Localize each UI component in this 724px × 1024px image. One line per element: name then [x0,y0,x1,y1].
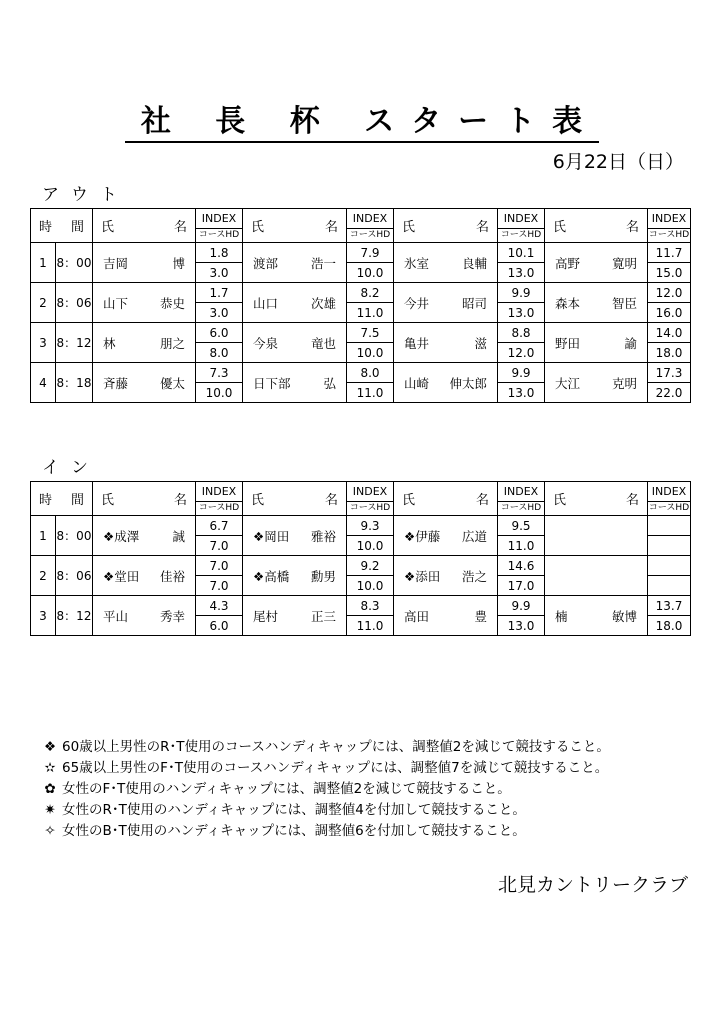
index-value: 9.2 [347,556,394,576]
course-hd-header [648,229,691,243]
index-value: 1.8 [196,243,243,263]
given-name: 浩一 [310,255,336,271]
index-header-label: INDEX [503,211,539,225]
note-item [38,821,610,842]
name-header [243,209,347,243]
name-header-char: 名 [173,220,187,235]
family-name: 山下 [103,295,129,311]
name-header-char: 名 [475,493,489,508]
out-start-table [30,208,691,403]
note-item [38,737,610,758]
course-hd-header-label: コースHD [648,503,690,513]
index-value: 6.7 [196,516,243,536]
family-name: 大江 [555,375,581,391]
event-date: 6月22日（日） [552,151,684,173]
course-hd-value: 7.0 [196,576,243,596]
note-text: 65歳以上男性のF･T使用のコースハンディキャップには、調整値7を減じて競技すること。 [62,760,609,776]
given-name: 昭司 [461,295,487,311]
index-value: 14.0 [648,323,691,343]
course-hd-header [347,502,394,516]
course-hd-header [196,502,243,516]
in-start-table [30,481,691,636]
family-name: 岡田 [264,528,290,544]
given-name: 広道 [461,528,487,544]
given-name: 良輔 [461,255,487,271]
player-name [93,323,196,363]
course-hd-value: 11.0 [347,303,394,323]
index-value: 9.5 [498,516,545,536]
tee-time: 8：06 [56,556,93,596]
family-name: 斉藤 [103,375,129,391]
course-hd-value: 13.0 [498,263,545,283]
table-row [31,596,691,616]
course-hd-value: 18.0 [648,616,691,636]
tee-time: 8：18 [56,363,93,403]
course-hd-header [498,229,545,243]
note-symbol-icon: ✿ [44,781,56,797]
note-item [38,800,610,821]
course-hd-header-label: コースHD [349,503,391,513]
time-header-char: 時 [39,493,53,508]
age-mark: ❖ [253,528,265,544]
age-mark: ❖ [404,528,416,544]
player-name [243,556,347,596]
family-name: 氷室 [404,255,430,271]
player-name [243,243,347,283]
family-name: 今井 [404,295,430,311]
player-name [545,516,648,556]
name-header-char: 名 [324,493,338,508]
player-name [93,243,196,283]
given-name: 弘 [323,375,336,391]
course-hd-value: 18.0 [648,343,691,363]
index-value [648,556,691,576]
family-name: 吉岡 [103,255,129,271]
family-name: 伊藤 [415,528,441,544]
course-hd-value: 10.0 [347,576,394,596]
note-symbol-icon: ✷ [44,802,56,818]
player-name [394,283,498,323]
name-header-char: 氏 [402,220,416,235]
given-name: 次雄 [310,295,336,311]
family-name: 森本 [555,295,581,311]
name-header [243,482,347,516]
course-hd-value: 7.0 [196,536,243,556]
name-header-char: 名 [625,493,639,508]
index-value: 1.7 [196,283,243,303]
group-number: 2 [31,556,56,596]
group-number: 2 [31,283,56,323]
course-hd-header [648,502,691,516]
index-header-label: INDEX [201,484,237,498]
course-hd-header-label: コースHD [648,230,690,240]
tee-time: 8：00 [56,243,93,283]
index-header [498,209,545,229]
given-name: 伸太郎 [449,375,487,391]
index-value: 7.9 [347,243,394,263]
name-header-char: 氏 [101,220,115,235]
family-name: 楠 [555,608,568,624]
section-out-label: アウト [42,185,129,205]
name-header-char: 名 [625,220,639,235]
index-value: 9.9 [498,283,545,303]
player-name [394,363,498,403]
age-mark: ❖ [103,528,115,544]
index-header [648,209,691,229]
given-name: 諭 [624,335,637,351]
player-name [545,243,648,283]
index-value: 8.2 [347,283,394,303]
name-header-char: 氏 [251,220,265,235]
name-header-char: 名 [324,220,338,235]
given-name: 誠 [172,528,185,544]
course-hd-header-label: コースHD [500,503,542,513]
index-value: 17.3 [648,363,691,383]
group-number: 3 [31,596,56,636]
index-header [347,482,394,502]
family-name: 添田 [415,568,441,584]
given-name: 博 [172,255,185,271]
course-hd-value: 13.0 [498,303,545,323]
tee-time: 8：06 [56,283,93,323]
family-name: 日下部 [253,375,291,391]
course-hd-value: 11.0 [347,383,394,403]
index-value: 7.0 [196,556,243,576]
tee-time: 8：00 [56,516,93,556]
name-header-char: 名 [475,220,489,235]
time-header [31,482,93,516]
player-name [93,596,196,636]
name-header-char: 氏 [553,220,567,235]
time-header-char: 時 [39,220,53,235]
table-row [31,243,691,263]
course-hd-header-label: コースHD [349,230,391,240]
family-name: 高田 [404,608,430,624]
family-name: 今泉 [253,335,279,351]
course-hd-value: 8.0 [196,343,243,363]
course-hd-header-label: コースHD [198,230,240,240]
section-in-label: イン [42,458,100,478]
index-header-label: INDEX [503,484,539,498]
family-name: 尾村 [253,608,279,624]
given-name: 浩之 [461,568,487,584]
name-header-char: 氏 [101,493,115,508]
player-name [243,323,347,363]
player-name [545,283,648,323]
given-name: 豊 [474,608,487,624]
given-name: 寛明 [611,255,637,271]
index-header [347,209,394,229]
tee-time: 8：12 [56,596,93,636]
index-header-label: INDEX [651,211,687,225]
index-header-label: INDEX [201,211,237,225]
player-name [93,516,196,556]
player-name [394,323,498,363]
index-header-label: INDEX [352,211,388,225]
index-value [648,516,691,536]
given-name: 優太 [159,375,185,391]
note-text: 60歳以上男性のR･T使用のコースハンディキャップには、調整値2を減じて競技すること。 [62,739,610,755]
player-name [243,516,347,556]
player-name [545,556,648,596]
course-hd-header [498,502,545,516]
index-value: 9.3 [347,516,394,536]
tee-time: 8：12 [56,323,93,363]
note-text: 女性のR･T使用のハンディキャップには、調整値4を付加して競技すること。 [62,802,526,818]
course-hd-value: 13.0 [498,383,545,403]
course-hd-value: 6.0 [196,616,243,636]
course-hd-value: 15.0 [648,263,691,283]
index-header [196,482,243,502]
age-mark: ❖ [253,568,265,584]
age-mark: ❖ [404,568,416,584]
time-header [31,209,93,243]
table-row [31,516,691,536]
player-name [243,596,347,636]
player-name [545,323,648,363]
course-hd-value: 17.0 [498,576,545,596]
course-hd-header [196,229,243,243]
index-header [498,482,545,502]
page-title: 社 長 杯 スタート表 [0,96,724,140]
course-hd-value: 13.0 [498,616,545,636]
course-hd-header-label: コースHD [198,503,240,513]
group-number: 1 [31,516,56,556]
given-name: 正三 [310,608,336,624]
family-name: 高野 [555,255,581,271]
family-name: 渡部 [253,255,279,271]
course-hd-value: 12.0 [498,343,545,363]
course-hd-value: 10.0 [347,536,394,556]
family-name: 林 [103,335,116,351]
index-value: 10.1 [498,243,545,263]
given-name: 佳裕 [159,568,185,584]
note-symbol-icon: ❖ [43,739,57,755]
index-value: 12.0 [648,283,691,303]
group-number: 3 [31,323,56,363]
name-header [394,209,498,243]
given-name: 克明 [611,375,637,391]
index-value: 13.7 [648,596,691,616]
index-value: 14.6 [498,556,545,576]
name-header [93,482,196,516]
name-header [394,482,498,516]
course-hd-value: 10.0 [196,383,243,403]
given-name: 秀幸 [159,608,185,624]
index-header-label: INDEX [651,484,687,498]
given-name: 滋 [474,335,487,351]
index-value: 8.0 [347,363,394,383]
index-value: 8.3 [347,596,394,616]
group-number: 1 [31,243,56,283]
course-hd-value: 22.0 [648,383,691,403]
index-value: 8.8 [498,323,545,343]
family-name: 堂田 [114,568,140,584]
note-symbol-icon: ✧ [44,823,56,839]
player-name [545,596,648,636]
course-hd-value: 3.0 [196,263,243,283]
player-name [93,363,196,403]
family-name: 山崎 [404,375,430,391]
given-name: 竜也 [310,335,336,351]
name-header [545,482,648,516]
family-name: 平山 [103,608,129,624]
index-value: 9.9 [498,363,545,383]
note-text: 女性のF･T使用のハンディキャップには、調整値2を減じて競技すること。 [62,781,511,797]
name-header-char: 名 [173,493,187,508]
player-name [243,283,347,323]
course-hd-value: 11.0 [498,536,545,556]
note-item [38,779,610,800]
note-item [38,758,610,779]
given-name: 恭史 [159,295,185,311]
club-name: 北見カントリークラブ [497,874,688,896]
given-name: 雅裕 [310,528,336,544]
header-row [31,482,691,502]
name-header [545,209,648,243]
player-name [394,243,498,283]
index-header [196,209,243,229]
course-hd-value [648,536,691,556]
course-hd-value: 11.0 [347,616,394,636]
course-hd-header [347,229,394,243]
given-name: 勳男 [310,568,336,584]
player-name [93,556,196,596]
player-name [394,516,498,556]
note-text: 女性のB･T使用のハンディキャップには、調整値6を付加して競技すること。 [62,823,526,839]
player-name [545,363,648,403]
index-value: 9.9 [498,596,545,616]
index-value: 7.5 [347,323,394,343]
player-name [243,363,347,403]
index-header-label: INDEX [352,484,388,498]
table-row [31,283,691,303]
group-number: 4 [31,363,56,403]
name-header-char: 氏 [553,493,567,508]
table-row [31,363,691,383]
course-hd-value: 10.0 [347,263,394,283]
family-name: 野田 [555,335,581,351]
table-row [31,556,691,576]
given-name: 朋之 [159,335,185,351]
name-header-char: 氏 [251,493,265,508]
table-row [31,323,691,343]
rules-notes [38,737,610,842]
course-hd-value: 3.0 [196,303,243,323]
given-name: 敏博 [611,608,637,624]
index-header [648,482,691,502]
header-row [31,209,691,229]
name-header [93,209,196,243]
course-hd-value [648,576,691,596]
family-name: 成澤 [114,528,140,544]
age-mark: ❖ [103,568,115,584]
player-name [93,283,196,323]
index-value: 7.3 [196,363,243,383]
name-header-char: 氏 [402,493,416,508]
index-value: 6.0 [196,323,243,343]
course-hd-header-label: コースHD [500,230,542,240]
given-name: 智臣 [611,295,637,311]
time-header-char: 間 [70,220,84,235]
family-name: 山口 [253,295,279,311]
note-symbol-icon: ✫ [44,760,56,776]
index-value: 11.7 [648,243,691,263]
course-hd-value: 10.0 [347,343,394,363]
time-header-char: 間 [70,493,84,508]
family-name: 亀井 [404,335,430,351]
player-name [394,556,498,596]
player-name [394,596,498,636]
index-value: 4.3 [196,596,243,616]
course-hd-value: 16.0 [648,303,691,323]
family-name: 高橋 [264,568,290,584]
